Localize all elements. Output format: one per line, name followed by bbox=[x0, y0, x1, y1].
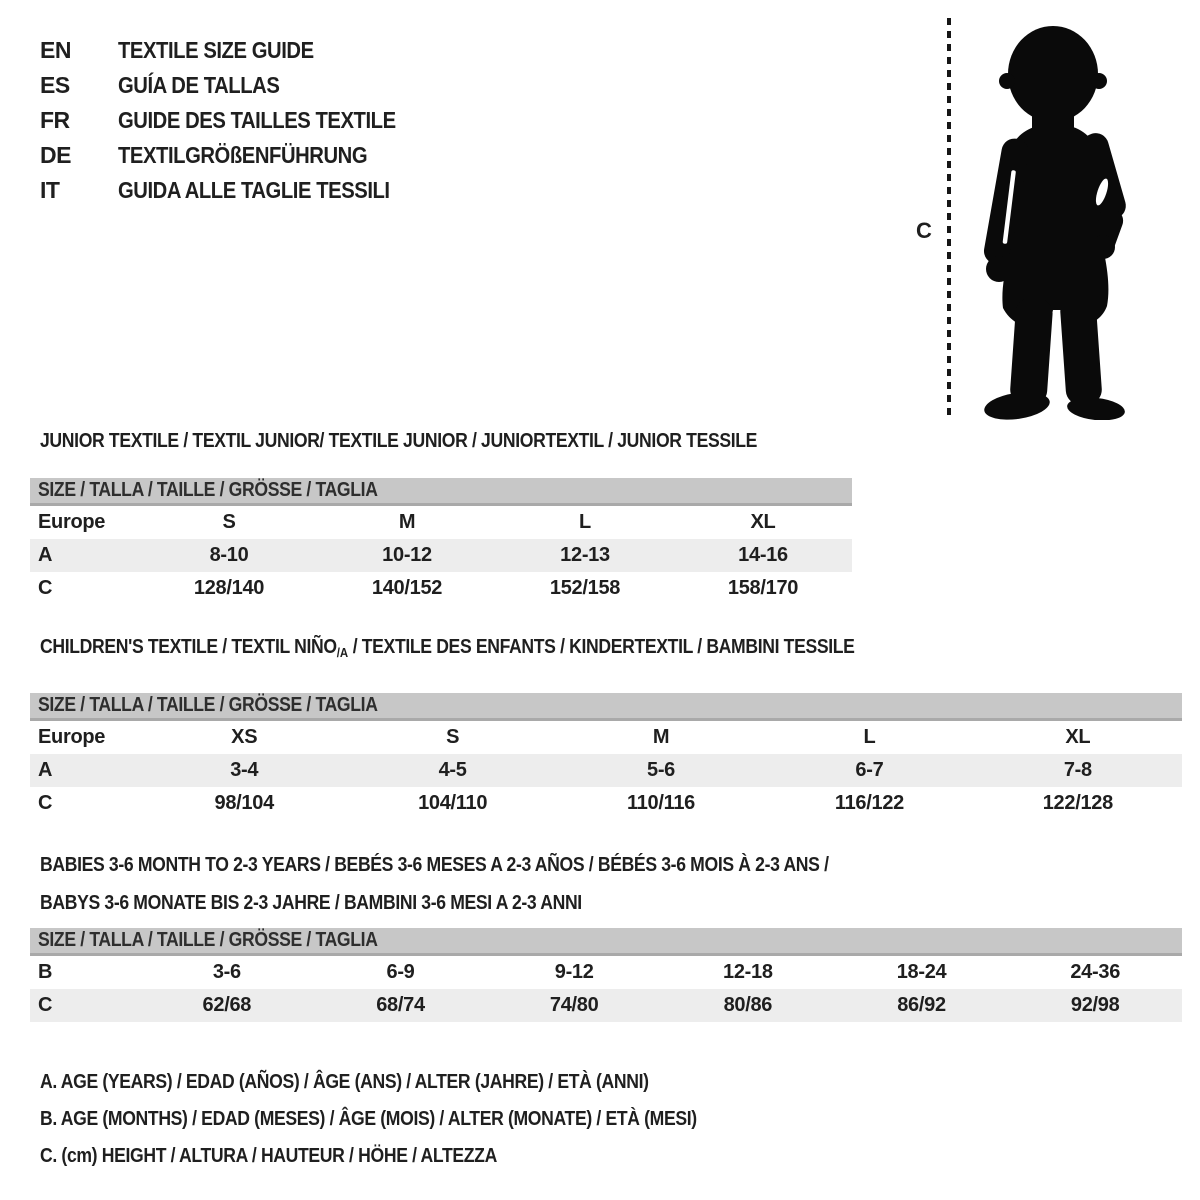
table-cell: 18-24 bbox=[896, 961, 947, 983]
table-cell: 4-5 bbox=[438, 759, 467, 781]
language-list bbox=[40, 33, 434, 208]
section-title bbox=[40, 846, 1045, 922]
table-cell: 140/152 bbox=[371, 577, 443, 599]
table-cell: 62/68 bbox=[202, 994, 252, 1016]
legend-line-b: B. AGE (MONTHS) / EDAD (MESES) / ÂGE (MOIS) / ALTER (MONATE) / ETÀ (MESI) bbox=[40, 1108, 697, 1130]
language-code: EN bbox=[40, 37, 71, 63]
language-title: GUIDA ALLE TAGLIE TESSILI bbox=[118, 177, 390, 203]
table-row-b bbox=[30, 956, 1182, 989]
language-title: GUÍA DE TALLAS bbox=[118, 72, 280, 98]
language-code: DE bbox=[40, 142, 71, 168]
size-header-bar bbox=[30, 928, 1182, 956]
legend-line-a: A. AGE (YEARS) / EDAD (AÑOS) / ÂGE (ANS) / ALTER (JAHRE) / ETÀ (ANNI) bbox=[40, 1071, 649, 1093]
table-cell: 12-18 bbox=[723, 961, 773, 983]
table-cell: 5-6 bbox=[647, 759, 676, 781]
size-table bbox=[30, 956, 1182, 1022]
table-cell: XL bbox=[750, 511, 776, 533]
title-subscript: /A bbox=[336, 645, 349, 660]
table-cell: 14-16 bbox=[738, 544, 788, 566]
language-code: IT bbox=[40, 177, 60, 203]
size-table bbox=[30, 506, 852, 605]
height-dashed-line bbox=[947, 18, 951, 416]
height-measure-label: C bbox=[916, 218, 932, 243]
language-row bbox=[40, 103, 434, 138]
table-cell: 104/110 bbox=[418, 792, 488, 814]
language-row bbox=[40, 33, 434, 68]
table-cell: S bbox=[446, 726, 460, 748]
table-cell: 92/98 bbox=[1070, 994, 1120, 1016]
section-title bbox=[40, 636, 1045, 664]
table-cell: L bbox=[863, 726, 876, 748]
section-junior-textile bbox=[30, 430, 852, 605]
size-header-label: SIZE / TALLA / TAILLE / GRÖSSE / TAGLIA bbox=[38, 694, 378, 716]
row-label: A bbox=[38, 759, 53, 781]
table-cell: 12-13 bbox=[560, 544, 610, 566]
language-code: FR bbox=[40, 107, 70, 133]
section-babies-textile bbox=[30, 846, 1182, 1022]
table-cell: 8-10 bbox=[209, 544, 249, 566]
table-cell: 98/104 bbox=[214, 792, 274, 814]
row-label: C bbox=[38, 994, 53, 1016]
table-cell: 10-12 bbox=[382, 544, 432, 566]
height-figure bbox=[890, 12, 1190, 422]
size-header-bar bbox=[30, 693, 1182, 721]
table-row-europe bbox=[30, 506, 852, 539]
section-title-line2: BABYS 3-6 MONATE BIS 2-3 JAHRE / BAMBINI 3-6 MESI A 2-3 ANNI bbox=[40, 892, 582, 914]
row-label: C bbox=[38, 792, 53, 814]
table-cell: 24-36 bbox=[1070, 961, 1121, 983]
size-header-label: SIZE / TALLA / TAILLE / GRÖSSE / TAGLIA bbox=[38, 929, 378, 951]
title-text: / TEXTILE DES ENFANTS / KINDERTEXTIL / BAMBINI TESSILE bbox=[348, 636, 855, 658]
table-cell: 122/128 bbox=[1042, 792, 1113, 814]
table-cell: XL bbox=[1065, 726, 1091, 748]
language-code: ES bbox=[40, 72, 70, 98]
table-cell: 152/158 bbox=[549, 577, 621, 599]
table-row-a bbox=[30, 754, 1182, 787]
table-row-c bbox=[30, 989, 1182, 1022]
table-cell: 86/92 bbox=[897, 994, 946, 1016]
language-title: GUIDE DES TAILLES TEXTILE bbox=[118, 107, 396, 133]
table-cell: S bbox=[222, 511, 236, 533]
table-cell: M bbox=[652, 726, 670, 748]
table-row-a bbox=[30, 539, 852, 572]
table-cell: 9-12 bbox=[554, 961, 594, 983]
section-title-line1: BABIES 3-6 MONTH TO 2-3 YEARS / BEBÉS 3-6 MESES A 2-3 AÑOS / BÉBÉS 3-6 MOIS À 2-3 ANS / bbox=[40, 854, 829, 876]
size-header-label: SIZE / TALLA / TAILLE / GRÖSSE / TAGLIA bbox=[38, 479, 378, 501]
size-header-bar bbox=[30, 478, 852, 506]
legend bbox=[40, 1064, 786, 1175]
row-label: C bbox=[38, 577, 53, 599]
language-row bbox=[40, 138, 434, 173]
table-cell: 68/74 bbox=[376, 994, 425, 1016]
table-cell: 116/122 bbox=[834, 792, 904, 814]
language-row bbox=[40, 173, 434, 208]
row-label: Europe bbox=[38, 726, 106, 748]
table-row-c bbox=[30, 572, 852, 605]
table-cell: L bbox=[579, 511, 591, 533]
legend-line-c: C. (cm) HEIGHT / ALTURA / HAUTEUR / HÖHE / ALTEZZA bbox=[40, 1145, 497, 1167]
title-text: CHILDREN'S TEXTILE / TEXTIL NIÑO bbox=[40, 636, 337, 658]
table-cell: 80/86 bbox=[723, 994, 773, 1016]
row-label: B bbox=[38, 961, 53, 983]
table-row-c bbox=[30, 787, 1182, 820]
section-title: JUNIOR TEXTILE / TEXTIL JUNIOR/ TEXTILE JUNIOR / JUNIORTEXTIL / JUNIOR TESSILE bbox=[40, 430, 758, 452]
table-cell: 128/140 bbox=[193, 577, 265, 599]
table-cell: 6-7 bbox=[855, 759, 884, 781]
table-cell: 3-4 bbox=[230, 759, 259, 781]
table-cell: 158/170 bbox=[727, 577, 799, 599]
section-childrens-textile bbox=[30, 636, 1182, 820]
language-row bbox=[40, 68, 434, 103]
table-cell: 7-8 bbox=[1063, 759, 1092, 781]
toddler-silhouette-icon bbox=[968, 20, 1140, 420]
table-cell: XS bbox=[231, 726, 258, 748]
language-title: TEXTILGRÖßENFÜHRUNG bbox=[118, 142, 368, 168]
size-table bbox=[30, 721, 1182, 820]
table-cell: 110/116 bbox=[627, 792, 696, 814]
table-row-europe bbox=[30, 721, 1182, 754]
table-cell: M bbox=[398, 511, 416, 533]
table-cell: 3-6 bbox=[212, 961, 241, 983]
row-label: Europe bbox=[38, 511, 106, 533]
table-cell: 74/80 bbox=[549, 994, 599, 1016]
table-cell: 6-9 bbox=[386, 961, 415, 983]
row-label: A bbox=[38, 544, 53, 566]
language-title: TEXTILE SIZE GUIDE bbox=[118, 37, 314, 63]
